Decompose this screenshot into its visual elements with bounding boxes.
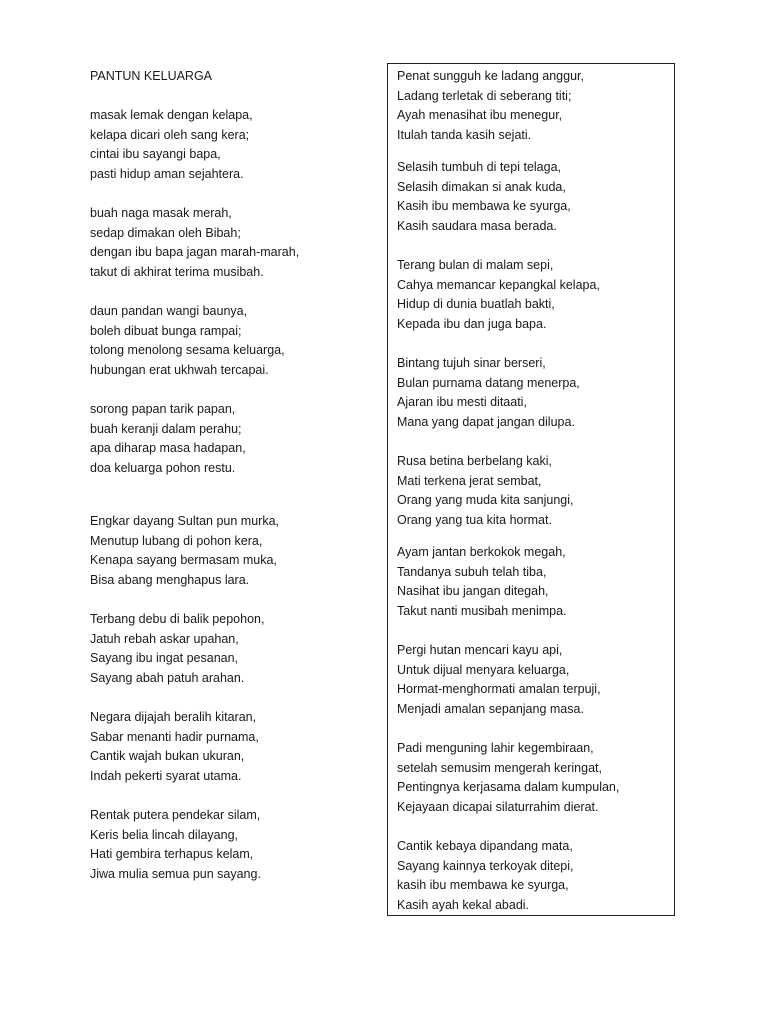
- verse-line: Orang yang tua kita hormat.: [397, 512, 552, 527]
- verse-line: Hati gembira terhapus kelam,: [90, 847, 254, 861]
- verse-line: Mati terkena jerat sembat,: [397, 473, 542, 488]
- verse-line: Sayang abah patuh arahan.: [90, 670, 245, 685]
- verse-line: Hormat-menghormati amalan terpuji,: [397, 682, 601, 696]
- verse-line: Engkar dayang Sultan pun murka,: [90, 514, 280, 528]
- verse-line: Cahya memancar kepangkal kelapa,: [397, 277, 600, 292]
- verse-line: hubungan erat ukhwah tercapai.: [90, 362, 269, 377]
- verse-line: Kasih ayah kekal abadi.: [397, 897, 530, 912]
- verse-line: takut di akhirat terima musibah.: [90, 264, 264, 279]
- stanza: [397, 837, 667, 915]
- verse-line: Keris belia lincah dilayang,: [90, 827, 239, 842]
- verse-line: Hidup di dunia buatlah bakti,: [397, 297, 555, 311]
- verse-line: masak lemak dengan kelapa,: [90, 108, 253, 122]
- stanza: [90, 708, 370, 786]
- verse-line: dengan ibu bapa jagan marah-marah,: [90, 245, 300, 259]
- verse-line: kelapa dicari oleh sang kera;: [90, 127, 250, 142]
- verse-line: Sayang ibu ingat pesanan,: [90, 651, 239, 665]
- stanza: [397, 354, 667, 432]
- page-title: PANTUN KELUARGA: [90, 69, 213, 83]
- stanza: [397, 452, 667, 530]
- verse-line: Padi menguning lahir kegembiraan,: [397, 741, 594, 755]
- stanza: [397, 67, 667, 145]
- verse-line: Bulan purnama datang menerpa,: [397, 375, 580, 390]
- verse-line: buah keranji dalam perahu;: [90, 421, 242, 436]
- verse-line: Sabar menanti hadir purnama,: [90, 729, 259, 744]
- verse-line: daun pandan wangi baunya,: [90, 304, 248, 318]
- verse-line: Orang yang muda kita sanjungi,: [397, 493, 574, 507]
- stanza: [90, 806, 370, 884]
- verse-line: Selasih dimakan si anak kuda,: [397, 179, 566, 194]
- verse-line: Kasih ibu membawa ke syurga,: [397, 199, 571, 213]
- stanza: [397, 158, 667, 236]
- verse-line: setelah semusim mengerah keringat,: [397, 760, 602, 775]
- verse-line: Negara dijajah beralih kitaran,: [90, 710, 257, 724]
- verse-line: Bintang tujuh sinar berseri,: [397, 356, 546, 370]
- verse-line: Cantik kebaya dipandang mata,: [397, 839, 573, 853]
- stanza: [397, 256, 667, 334]
- verse-line: Jatuh rebah askar upahan,: [90, 631, 239, 646]
- stanza: [90, 610, 370, 688]
- verse-line: Kenapa sayang bermasam muka,: [90, 553, 277, 567]
- verse-line: Terbang debu di balik pepohon,: [90, 612, 265, 626]
- verse-line: kasih ibu membawa ke syurga,: [397, 878, 569, 892]
- verse-line: Ayam jantan berkokok megah,: [397, 545, 566, 559]
- right-column: [397, 67, 667, 915]
- verse-line: buah naga masak merah,: [90, 206, 232, 220]
- verse-line: sorong papan tarik papan,: [90, 402, 236, 416]
- verse-line: Bisa abang menghapus lara.: [90, 572, 250, 587]
- stanza: [90, 400, 370, 478]
- verse-line: Kasih saudara masa berada.: [397, 218, 557, 233]
- verse-line: Rusa betina berbelang kaki,: [397, 454, 552, 468]
- stanza: [397, 739, 667, 817]
- verse-line: doa keluarga pohon restu.: [90, 460, 236, 475]
- verse-line: Untuk dijual menyara keluarga,: [397, 662, 570, 677]
- verse-line: Penat sungguh ke ladang anggur,: [397, 69, 584, 83]
- stanza: [397, 543, 667, 621]
- verse-line: Pentingnya kerjasama dalam kumpulan,: [397, 780, 620, 794]
- verse-line: Ayah menasihat ibu menegur,: [397, 108, 563, 122]
- verse-line: boleh dibuat bunga rampai;: [90, 323, 242, 338]
- verse-line: Takut nanti musibah menimpa.: [397, 603, 567, 618]
- verse-line: Menjadi amalan sepanjang masa.: [397, 701, 584, 716]
- verse-line: Itulah tanda kasih sejati.: [397, 127, 532, 142]
- verse-line: Tandanya subuh telah tiba,: [397, 564, 547, 579]
- verse-line: Jiwa mulia semua pun sayang.: [90, 866, 261, 881]
- stanza: [90, 106, 370, 184]
- verse-line: Kepada ibu dan juga bapa.: [397, 316, 547, 331]
- verse-line: Pergi hutan mencari kayu api,: [397, 643, 563, 657]
- verse-line: cintai ibu sayangi bapa,: [90, 147, 221, 161]
- verse-line: pasti hidup aman sejahtera.: [90, 166, 244, 181]
- stanza: [90, 302, 370, 380]
- verse-line: Terang bulan di malam sepi,: [397, 258, 554, 272]
- verse-line: Cantik wajah bukan ukuran,: [90, 749, 245, 763]
- left-column: [90, 106, 370, 884]
- verse-line: Menutup lubang di pohon kera,: [90, 533, 263, 548]
- verse-line: Ladang terletak di seberang titi;: [397, 88, 572, 103]
- verse-line: Rentak putera pendekar silam,: [90, 808, 261, 822]
- verse-line: Ajaran ibu mesti ditaati,: [397, 395, 527, 409]
- verse-line: Sayang kainnya terkoyak ditepi,: [397, 858, 574, 873]
- verse-line: tolong menolong sesama keluarga,: [90, 343, 285, 357]
- stanza: [90, 204, 370, 282]
- verse-line: Selasih tumbuh di tepi telaga,: [397, 160, 561, 174]
- verse-line: sedap dimakan oleh Bibah;: [90, 225, 241, 240]
- verse-line: Indah pekerti syarat utama.: [90, 768, 242, 783]
- verse-line: apa diharap masa hadapan,: [90, 441, 246, 455]
- stanza: [397, 641, 667, 719]
- verse-line: Kejayaan dicapai silaturrahim dierat.: [397, 799, 599, 814]
- verse-line: Mana yang dapat jangan dilupa.: [397, 414, 575, 429]
- verse-line: Nasihat ibu jangan ditegah,: [397, 584, 549, 598]
- stanza: [90, 512, 370, 590]
